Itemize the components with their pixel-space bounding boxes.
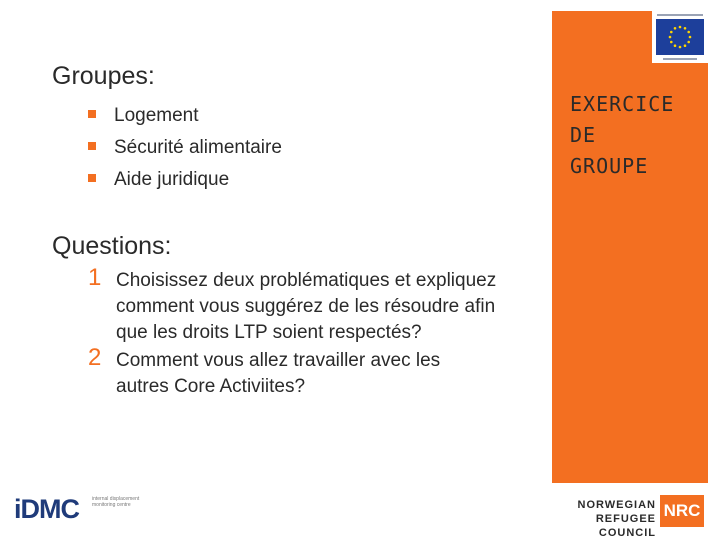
question-number: 2 bbox=[88, 344, 102, 371]
nrc-line-2: REFUGEE COUNCIL bbox=[595, 513, 656, 539]
exercise-title: EXERCICE DE GROUPE bbox=[570, 92, 675, 178]
idmc-logo bbox=[14, 492, 144, 528]
groups-heading: Groupes: bbox=[52, 62, 155, 90]
list-item-label: Aide juridique bbox=[114, 169, 230, 190]
bullet-square-icon bbox=[88, 174, 96, 182]
question-text: Choisissez deux problématiques et expliquez comment vous suggérez de les résoudre afin que les droits LTP soient respectés? bbox=[116, 270, 497, 343]
groups-list bbox=[88, 100, 282, 196]
nrc-logo bbox=[542, 495, 712, 539]
question-item bbox=[88, 264, 498, 346]
list-item-label: Sécurité alimentaire bbox=[114, 137, 282, 158]
questions-heading: Questions: bbox=[52, 232, 172, 260]
list-item bbox=[88, 100, 282, 132]
bullet-square-icon bbox=[88, 110, 96, 118]
question-number: 1 bbox=[88, 264, 102, 291]
idmc-logo-subtitle: internal displacement monitoring centre bbox=[92, 496, 140, 508]
nrc-badge: NRC bbox=[660, 495, 704, 527]
nrc-logo-text bbox=[542, 498, 656, 540]
list-item-label: Logement bbox=[114, 105, 199, 126]
idmc-logo-text: iDMC bbox=[14, 494, 79, 524]
list-item bbox=[88, 164, 282, 196]
eu-caption-bottom-icon bbox=[655, 57, 705, 61]
eu-flag-icon bbox=[656, 19, 704, 55]
list-item bbox=[88, 132, 282, 164]
question-item bbox=[88, 344, 498, 400]
question-text: Comment vous allez travailler avec les autres Core Activiites? bbox=[116, 350, 441, 397]
eu-caption-top-icon bbox=[655, 13, 705, 17]
eu-flag-logo bbox=[652, 11, 708, 63]
nrc-line-1: NORWEGIAN bbox=[577, 499, 656, 511]
questions-list bbox=[88, 264, 498, 400]
bullet-square-icon bbox=[88, 142, 96, 150]
idmc-logo-mark bbox=[14, 494, 79, 525]
eu-stars-icon bbox=[656, 19, 704, 55]
exercise-side-panel bbox=[552, 11, 708, 483]
